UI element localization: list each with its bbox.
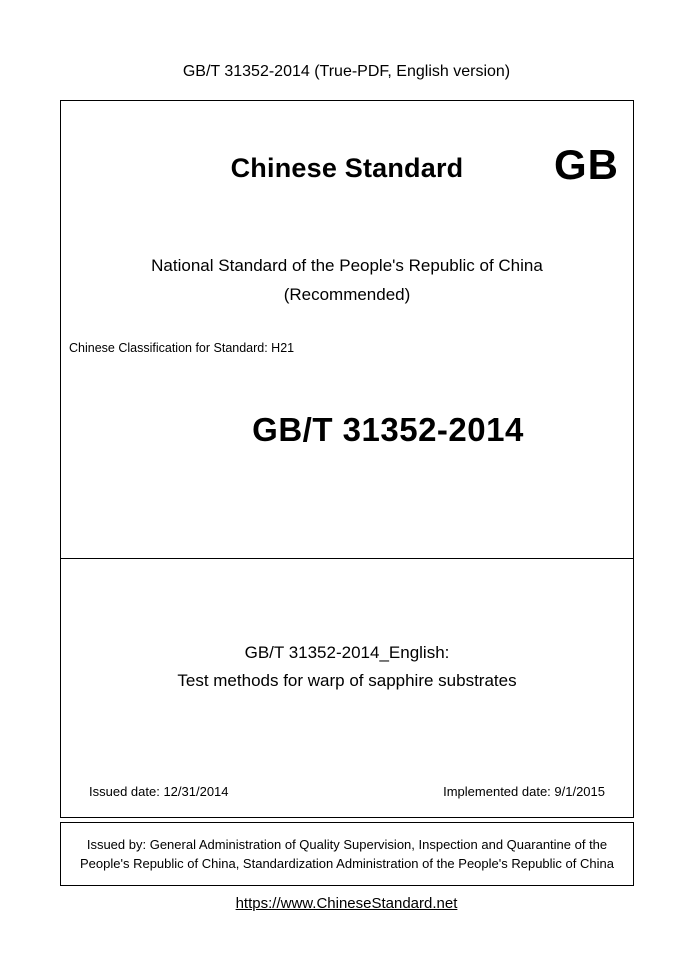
implemented-date: Implemented date: 9/1/2015 xyxy=(443,784,605,799)
cover-lower-section xyxy=(61,559,633,817)
cover-heading: Chinese Standard xyxy=(230,153,464,183)
national-standard-block xyxy=(61,251,633,309)
cover-upper-section xyxy=(61,101,633,559)
page-header-title: GB/T 31352-2014 (True-PDF, English version) xyxy=(182,63,511,80)
english-title-line2: Test methods for warp of sapphire substrates xyxy=(177,671,517,690)
national-standard-line1: National Standard of the People's Republic of China xyxy=(151,256,543,275)
gb-logo: GB xyxy=(554,141,619,188)
issued-date: Issued date: 12/31/2014 xyxy=(89,784,229,799)
dates-row xyxy=(61,784,633,799)
english-title-block xyxy=(61,639,633,695)
cover-main-box xyxy=(60,100,634,818)
english-title-line1: GB/T 31352-2014_English: xyxy=(244,643,450,662)
classification-code: Chinese Classification for Standard: H21 xyxy=(69,341,295,355)
standard-number: GB/T 31352-2014 xyxy=(252,411,524,448)
national-standard-line2: (Recommended) xyxy=(283,285,411,304)
footer-website-link[interactable]: https://www.ChineseStandard.net xyxy=(235,895,458,912)
issued-by-box xyxy=(60,822,634,886)
issued-by-text: Issued by: General Administration of Quality Supervision, Inspection and Quarantine of the People's Republic of China, Standardization Administration of the People's Republic of China xyxy=(80,837,614,871)
